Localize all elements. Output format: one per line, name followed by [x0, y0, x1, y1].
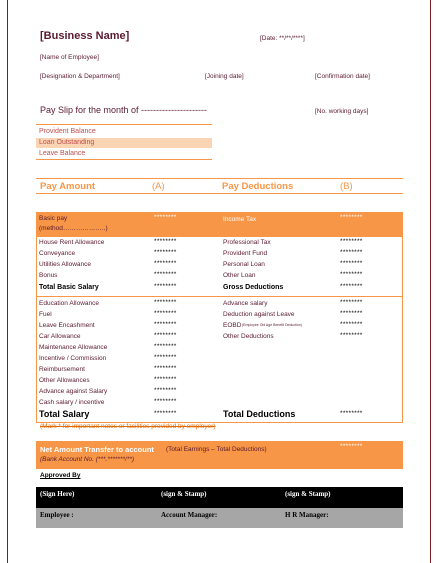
deduction-value: ********: [340, 271, 363, 278]
balance-top-line: [36, 124, 212, 125]
table-row: [36, 343, 403, 354]
basic-pay-row: [36, 212, 403, 237]
group-divider: [36, 296, 403, 297]
earning-value: ********: [154, 238, 177, 245]
deduction-value: ********: [340, 238, 363, 245]
table-row: [36, 387, 403, 398]
table-row: [36, 310, 403, 321]
earning-value: ********: [154, 398, 177, 405]
col-a-heading: (A): [152, 181, 165, 192]
bank-account: (Bank Account No. (***.*******/**): [40, 456, 135, 463]
earning-value: ********: [154, 271, 177, 278]
deduction-label: Professional Tax: [223, 239, 271, 246]
table-row: [36, 249, 403, 260]
deduction-label: Other Loan: [223, 272, 256, 279]
table-row: [36, 238, 403, 249]
deduction-value: ********: [340, 299, 363, 306]
earning-value: ********: [154, 376, 177, 383]
basic-pay-label: Basic pay: [39, 215, 68, 222]
total-salary-row: [36, 408, 403, 422]
pay-slip-title: Pay Slip for the month of ----------------------: [40, 105, 207, 115]
table-row: [36, 260, 403, 271]
income-tax-label: Income Tax: [223, 216, 257, 223]
hr-manager-role: H R Manager:: [285, 511, 329, 519]
table-right-line: [402, 212, 403, 422]
earning-label: Maintenance Allowance: [39, 344, 108, 351]
earning-label: Bonus: [39, 272, 58, 279]
earning-value: ********: [154, 249, 177, 256]
table-row: [36, 299, 403, 310]
section-bottom-line: [36, 193, 403, 194]
earning-value: ********: [154, 321, 177, 328]
basic-pay-value: ********: [154, 214, 177, 221]
deduction-value: ********: [340, 260, 363, 267]
earning-label: Incentive / Commission: [39, 355, 107, 362]
left-border: [7, 0, 8, 563]
business-name: [Business Name]: [40, 30, 130, 42]
table-row: [36, 271, 403, 282]
balance-bottom-line: [36, 159, 212, 160]
deduction-value: ********: [340, 249, 363, 256]
signature-band: [36, 487, 403, 508]
earning-value: ********: [154, 365, 177, 372]
role-band: [36, 508, 403, 528]
joining-date: [Joining date]: [205, 73, 244, 80]
deduction-value: ********: [340, 321, 363, 328]
col-b-heading: (B): [340, 181, 353, 192]
total-basic-row: [36, 282, 403, 296]
table-row: [36, 376, 403, 387]
eobd-note: (Employee Old Age Benefit Deduction): [242, 323, 302, 327]
earning-value: ********: [154, 299, 177, 306]
earning-value: ********: [154, 387, 177, 394]
leave-balance: Leave Balance: [39, 150, 86, 157]
table-row: [36, 354, 403, 365]
earning-label: Education Allowance: [39, 300, 99, 307]
total-basic-label: Total Basic Salary: [39, 284, 99, 291]
gross-deductions-value: ********: [340, 283, 363, 290]
earning-label: House Rent Allowance: [39, 239, 105, 246]
gross-deductions-label: Gross Deductions: [223, 284, 284, 291]
table-left-line: [36, 212, 37, 422]
earning-label: Reimbursement: [39, 366, 85, 373]
deduction-label: EOBD: [223, 322, 242, 329]
earning-value: ********: [154, 310, 177, 317]
deduction-label: Advance salary: [223, 300, 268, 307]
provident-balance: Provident Balance: [39, 128, 96, 135]
section-top-line: [36, 178, 403, 179]
total-salary-value: ********: [154, 410, 177, 417]
total-deductions-value: ********: [340, 410, 363, 417]
working-days: [No. working days]: [315, 108, 369, 115]
table-row: [36, 365, 403, 376]
employee-role: Employee :: [40, 511, 74, 519]
earning-label: Conveyance: [39, 250, 76, 257]
deduction-label: Provident Fund: [223, 250, 268, 257]
net-amount-label: Net Amount Transfer to account: [40, 445, 154, 454]
designation: [Designation & Department]: [40, 73, 120, 80]
deduction-value: ********: [340, 310, 363, 317]
net-amount-formula: (Total Earnings – Total Deductions): [166, 446, 267, 453]
confirmation-date: [Confirmation date]: [315, 73, 370, 80]
total-basic-value: ********: [154, 283, 177, 290]
salary-table: [36, 212, 403, 422]
earning-label: Cash salary / incentive: [39, 399, 105, 406]
earning-value: ********: [154, 332, 177, 339]
earning-label: Leave Encashment: [39, 322, 95, 329]
deduction-value: ********: [340, 332, 363, 339]
pay-amount-heading: Pay Amount: [40, 181, 96, 192]
right-border: [430, 0, 431, 563]
account-manager-role: Account Manager:: [161, 511, 218, 519]
earning-label: Advance against Salary: [39, 388, 108, 395]
pay-deductions-heading: Pay Deductions: [222, 181, 294, 192]
earning-label: Utilities Allowance: [39, 261, 92, 268]
total-deductions-label: Total Deductions: [223, 409, 296, 419]
deduction-label: Deduction against Leave: [223, 311, 295, 318]
deduction-label: Personal Loan: [223, 261, 265, 268]
earning-value: ********: [154, 343, 177, 350]
income-tax-value: ********: [340, 214, 363, 221]
earning-value: ********: [154, 260, 177, 267]
net-amount-value: ********: [340, 443, 363, 450]
earning-label: Other Allowances: [39, 377, 90, 384]
earning-label: Car Allowance: [39, 333, 81, 340]
employee-name: [Name of Employee]: [40, 54, 99, 61]
approved-by-label: Approved By: [40, 472, 81, 479]
sign-stamp-account: (sign & Stamp): [161, 490, 207, 498]
date-field: [Date: **/**/****]: [260, 35, 305, 42]
sign-stamp-hr: (sign & Stamp): [285, 490, 331, 498]
deduction-label: Other Deductions: [223, 333, 274, 340]
earning-value: ********: [154, 354, 177, 361]
mark-note: (Mark * for important notes or facilities provided by employer): [40, 423, 216, 430]
basic-pay-method: (method………………..): [39, 225, 108, 232]
earning-label: Fuel: [39, 311, 52, 318]
table-row: [36, 321, 403, 332]
sign-here-label: (Sign Here): [40, 490, 75, 498]
loan-outstanding: Loan Outstanding: [39, 139, 95, 146]
table-row: [36, 332, 403, 343]
total-salary-label: Total Salary: [39, 409, 90, 419]
